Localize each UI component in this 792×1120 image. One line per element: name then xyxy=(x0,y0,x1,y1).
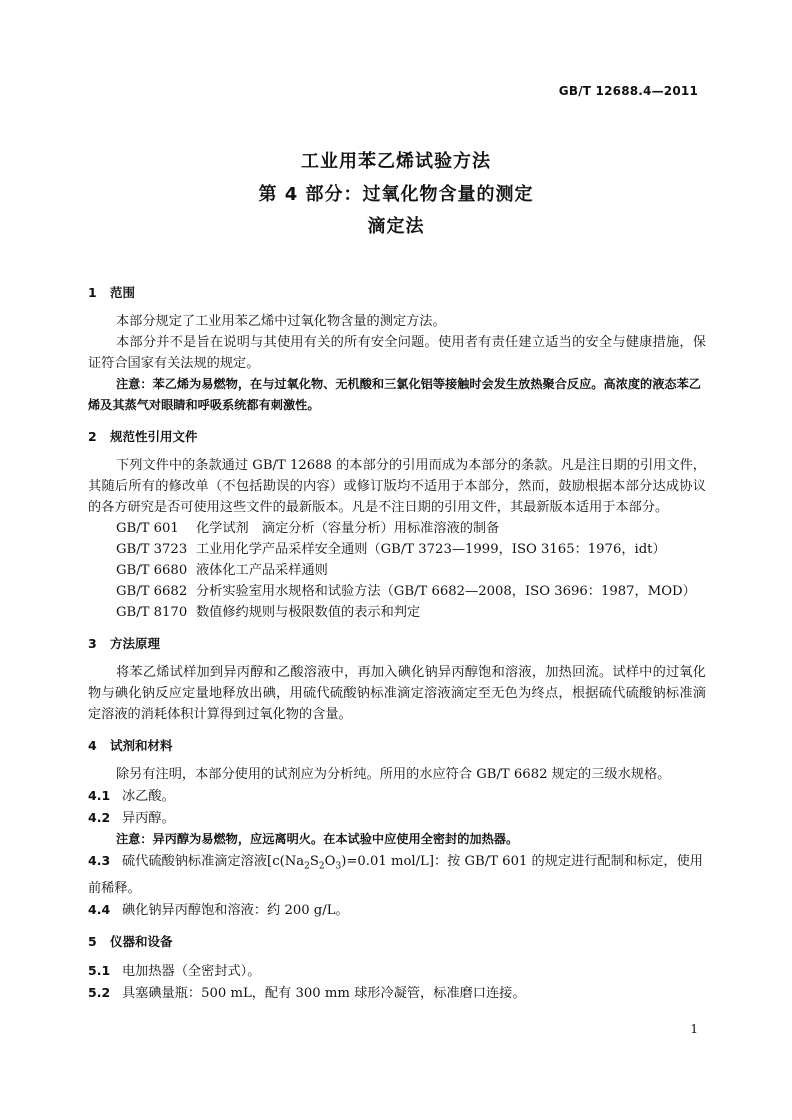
clause-item xyxy=(88,850,706,899)
section-3-heading xyxy=(88,633,706,654)
formula-part: 硫代硫酸钠标准滴定溶液[c(Na xyxy=(122,854,305,869)
formula-part: )=0.01 mol/L]：按 GB/T 601 的规定进行配制和标定，使用前稀释。 xyxy=(88,854,703,896)
section-number: 4 xyxy=(88,738,97,753)
reference-item xyxy=(116,539,706,560)
clause-number: 4.2 xyxy=(88,810,111,825)
reference-code: GB/T 3723 xyxy=(116,542,188,557)
reference-title: 数值修约规则与极限数值的表示和判定 xyxy=(196,605,421,620)
reference-title: 分析实验室用水规格和试验方法（GB/T 6682—2008，ISO 3696：1987，MOD） xyxy=(196,584,696,599)
document-body xyxy=(88,274,706,1004)
clause-text: 电加热器（全密封式）。 xyxy=(122,963,261,979)
safety-note: 注意：异丙醇为易燃物，应远离明火。在本试验中应使用全密封的加热器。 xyxy=(116,832,519,846)
section-title: 方法原理 xyxy=(110,636,161,651)
section-number: 2 xyxy=(88,429,97,444)
subscript: 2 xyxy=(304,861,310,872)
clause-text: 具塞碘量瓶：500 mL，配有 300 mm 球形冷凝管，标准磨口连接。 xyxy=(122,985,526,1001)
section-title: 试剂和材料 xyxy=(110,738,173,753)
reference-code: GB/T 8170 xyxy=(116,605,188,620)
reference-item xyxy=(116,581,706,602)
reference-title: 工业用化学产品采样安全通则（GB/T 3723—1999，ISO 3165：1976，idt） xyxy=(196,542,666,557)
formula-part: S xyxy=(309,854,319,869)
reference-item xyxy=(116,602,706,623)
section-4-heading xyxy=(88,735,706,756)
clause-item xyxy=(88,807,706,829)
reference-code: GB/T 6682 xyxy=(116,584,188,599)
section-title: 规范性引用文件 xyxy=(110,429,198,444)
section-number: 1 xyxy=(88,285,97,300)
clause-text: 异丙醇。 xyxy=(122,811,175,826)
safety-note: 注意：苯乙烯为易燃物，在与过氧化物、无机酸和三氯化铝等接触时会发生放热聚合反应。高浓度的液态苯乙烯及其蒸气对眼睛和呼吸系统都有刺激性。 xyxy=(88,377,701,412)
reference-title: 液体化工产品采样通则 xyxy=(196,563,328,578)
section-1-heading xyxy=(88,282,706,303)
reference-code: GB/T 6680 xyxy=(116,563,188,578)
subscript: 3 xyxy=(335,861,342,872)
clause-text xyxy=(88,854,703,896)
clause-number: 5.2 xyxy=(88,984,111,1000)
clause-text: 冰乙酸。 xyxy=(122,789,175,804)
paragraph: 本部分规定了工业用苯乙烯中过氧化物含量的测定方法。 xyxy=(116,314,446,329)
title-line-1: 工业用苯乙烯试验方法 xyxy=(301,151,491,172)
reference-item xyxy=(116,518,706,539)
formula-part: O xyxy=(324,854,336,869)
section-title: 范围 xyxy=(110,285,136,300)
section-number: 3 xyxy=(88,636,97,651)
title-line-2: 第 4 部分：过氧化物含量的测定 xyxy=(258,184,534,205)
clause-item xyxy=(88,899,706,921)
standard-number: GB/T 12688.4—2011 xyxy=(558,84,698,98)
clause-number: 4.1 xyxy=(88,788,111,803)
clause-number: 4.4 xyxy=(88,901,111,917)
clause-item xyxy=(88,785,706,807)
clause-item xyxy=(88,982,706,1004)
section-number: 5 xyxy=(88,933,97,949)
section-2-heading xyxy=(88,426,706,447)
section-5-heading xyxy=(88,931,706,952)
reference-code: GB/T 601 xyxy=(116,521,179,536)
title-line-3: 滴定法 xyxy=(367,216,425,237)
paragraph: 将苯乙烯试样加到异丙醇和乙酸溶液中，再加入碘化钠异丙醇饱和溶液，加热回流。试样中的过氧化物与碘化钠反应定量地释放出碘，用硫代硫酸钠标准滴定溶液滴定至无色为终点，根据硫代硫酸钠标准滴定溶液的消耗体积计算得到过氧化物的含量。 xyxy=(88,665,706,722)
paragraph: 除另有注明，本部分使用的试剂应为分析纯。所用的水应符合 GB/T 6682 规定的三级水规格。 xyxy=(116,767,671,782)
clause-text: 碘化钠异丙醇饱和溶液：约 200 g/L。 xyxy=(122,902,349,918)
section-title: 仪器和设备 xyxy=(110,933,173,949)
reference-title: 化学试剂 滴定分析（容量分析）用标准溶液的制备 xyxy=(196,521,500,536)
clause-number: 5.1 xyxy=(88,962,111,978)
subscript: 2 xyxy=(318,861,325,872)
reference-item xyxy=(116,560,706,581)
clause-item xyxy=(88,960,706,982)
paragraph: 下列文件中的条款通过 GB/T 12688 的本部分的引用而成为本部分的条款。凡是注日期的引用文件，其随后所有的修改单（不包括勘误的内容）或修订版均不适用于本部分，然而，鼓励根据本部分达成协议的各方研究是否可使用这些文件的最新版本。凡是不注日期的引用文件，其最新版本适用于本部分。 xyxy=(88,458,706,515)
paragraph: 本部分并不是旨在说明与其使用有关的所有安全问题。使用者有责任建立适当的安全与健康措施，保证符合国家有关法规的规定。 xyxy=(88,335,706,371)
clause-number: 4.3 xyxy=(88,853,111,868)
page-number: 1 xyxy=(690,1022,698,1036)
